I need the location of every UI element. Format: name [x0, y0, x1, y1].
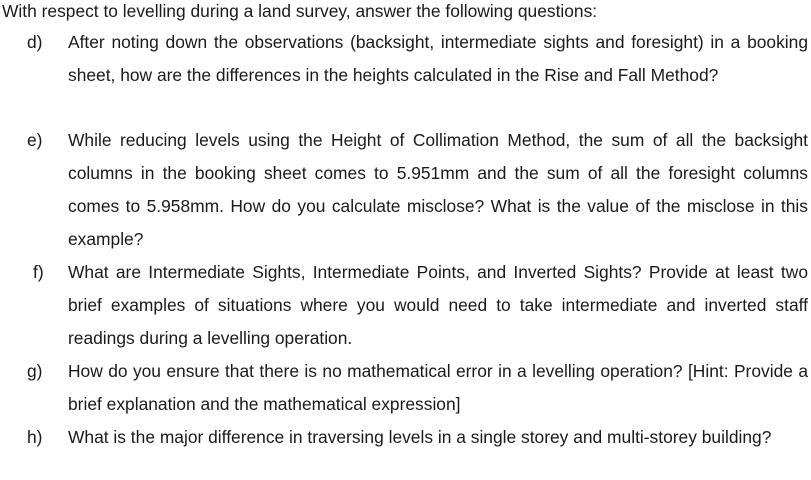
question-label: d) — [27, 32, 43, 52]
question-label: g) — [27, 361, 43, 381]
question-label: f) — [33, 262, 44, 282]
question-text: What are Intermediate Sights, Intermediate Points, and Inverted Sights? Provide at least two brief examples of situations where you would need to take intermediate and inverted staff readings during a levelling operation. — [68, 262, 808, 348]
question-text: How do you ensure that there is no mathematical error in a levelling operation? [Hint: Provide a brief explanation and the mathematical expression] — [68, 361, 808, 414]
question-text: After noting down the observations (backsight, intermediate sights and foresight) in a booking sheet, how are the differences in the heights calculated in the Rise and Fall Method? — [68, 32, 808, 85]
question-text: What is the major difference in traversing levels in a single storey and multi-storey building? — [68, 427, 772, 447]
question-label: e) — [27, 130, 43, 150]
question-text: While reducing levels using the Height of Collimation Method, the sum of all the backsight columns in the booking sheet comes to 5.951mm and the sum of all the foresight columns comes to 5.958mm. How do you calculate misclose? What is the value of the misclose in this example? — [68, 130, 808, 249]
question-label: h) — [27, 427, 43, 447]
intro-text: With respect to levelling during a land survey, answer the following questions: — [2, 1, 598, 21]
